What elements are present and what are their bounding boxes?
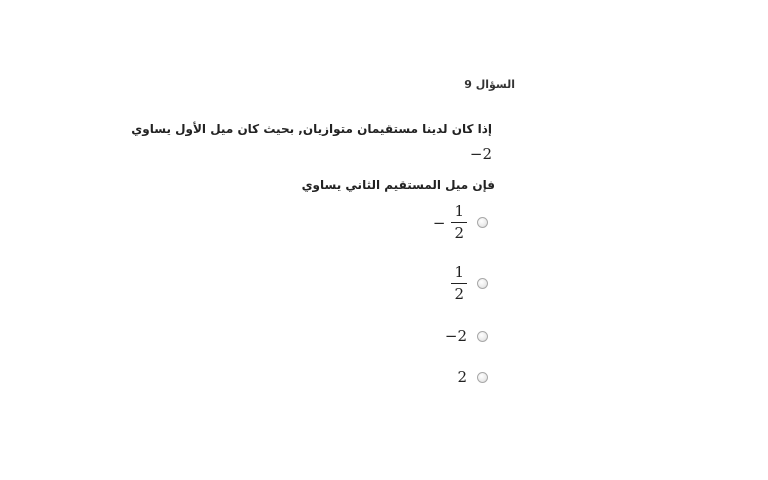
option-1-denominator: 2 (454, 224, 464, 242)
first-slope-value: −2 (469, 145, 492, 163)
option-1-math (433, 203, 467, 242)
answer-option-2[interactable] (449, 264, 488, 303)
option-2-math (449, 264, 467, 303)
answer-option-4[interactable] (457, 368, 488, 386)
question-number-label: السؤال 9 (464, 78, 515, 91)
option-1-fraction (451, 203, 467, 242)
option-1-radio[interactable] (477, 217, 488, 228)
answer-option-1[interactable] (433, 203, 488, 242)
question-prompt: فإن ميل المستقيم الثاني يساوي (301, 178, 495, 192)
option-2-numerator: 1 (454, 263, 464, 281)
option-2-fraction (451, 264, 467, 303)
question-text: إذا كان لدينا مستقيمان متوازيان, بحيث كان ميل الأول يساوي (131, 122, 492, 136)
option-2-radio[interactable] (477, 278, 488, 289)
option-3-value: −2 (444, 327, 467, 345)
option-4-value: 2 (457, 368, 467, 386)
option-3-radio[interactable] (477, 331, 488, 342)
option-1-minus: − (432, 213, 446, 232)
option-2-denominator: 2 (454, 285, 464, 303)
option-4-radio[interactable] (477, 372, 488, 383)
answer-option-3[interactable] (445, 327, 488, 345)
option-1-numerator: 1 (454, 202, 464, 220)
